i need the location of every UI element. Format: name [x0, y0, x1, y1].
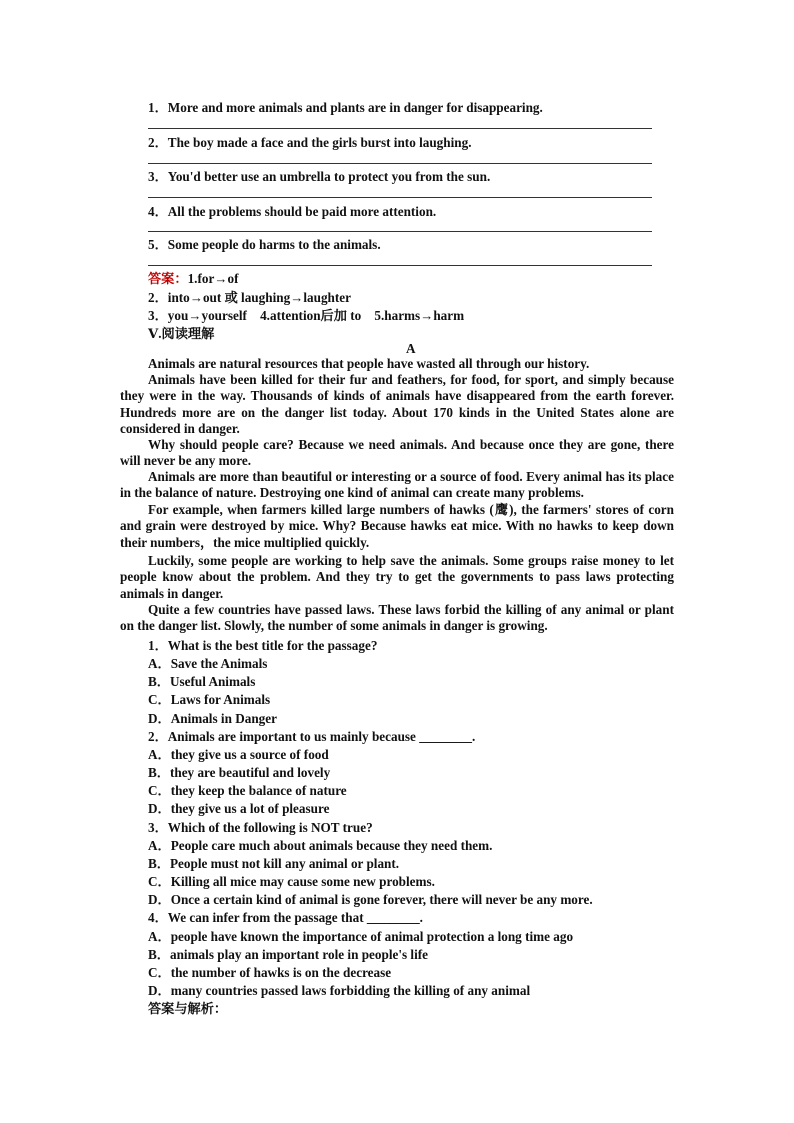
question-4: 4．We can infer from the passage that ________.	[148, 910, 423, 925]
exercise-1: 1．More and more animals and plants are in danger for disappearing.	[148, 100, 543, 115]
answer-line	[148, 265, 652, 266]
q3-option-a: A．People care much about animals because they need them.	[148, 838, 493, 853]
answers-line-3: 3．you→yourself 4.attention后加 to 5.harms→harm	[148, 308, 465, 323]
q3-option-d: D．Once a certain kind of animal is gone forever, there will never be any more.	[148, 892, 593, 907]
q4-option-a: A．people have known the importance of animal protection a long time ago	[148, 929, 574, 944]
answers-label: 答案：	[148, 271, 188, 286]
q4-option-b: B．animals play an important role in people's life	[148, 947, 429, 962]
q2-option-b: B．they are beautiful and lovely	[148, 765, 331, 780]
answer-line	[148, 163, 652, 164]
q2-option-c: C．they keep the balance of nature	[148, 783, 347, 798]
q3-option-b: B．People must not kill any animal or plant.	[148, 856, 400, 871]
answer-1: 1.for→of	[187, 271, 239, 286]
q4-option-c: C．the number of hawks is on the decrease	[148, 965, 392, 980]
question-3: 3．Which of the following is NOT true?	[148, 820, 373, 835]
q2-option-a: A．they give us a source of food	[148, 747, 329, 762]
exercise-4: 4．All the problems should be paid more attention.	[148, 204, 437, 219]
q2-option-d: D．they give us a lot of pleasure	[148, 801, 330, 816]
exercise-5: 5．Some people do harms to the animals.	[148, 237, 381, 252]
q3-option-c: C．Killing all mice may cause some new problems.	[148, 874, 435, 889]
answers-line-1	[148, 268, 238, 287]
q1-option-a: A．Save the Animals	[148, 656, 268, 671]
passage-paragraph-7: Quite a few countries have passed laws. These laws forbid the killing of any animal or plant on the danger list. Slowly, the number of some animals in danger is growing.	[120, 602, 674, 634]
passage-paragraph-3: Why should people care? Because we need animals. And because once they are gone, there will never be any more.	[120, 437, 674, 469]
answer-line	[148, 197, 652, 198]
passage-paragraph-1: Animals are natural resources that people have wasted all through our history.	[148, 356, 590, 371]
passage-letter: A	[406, 341, 416, 356]
answer-line	[148, 128, 652, 129]
exercise-3: 3．You'd better use an umbrella to protect you from the sun.	[148, 169, 491, 184]
question-1: 1．What is the best title for the passage?	[148, 638, 378, 653]
q1-option-d: D．Animals in Danger	[148, 711, 277, 726]
section-title: Ⅴ.阅读理解	[148, 326, 215, 341]
exercise-2: 2．The boy made a face and the girls burst into laughing.	[148, 135, 472, 150]
answer-line	[148, 231, 652, 232]
passage-paragraph-6: Luckily, some people are working to help save the animals. Some groups raise money to let people know about the problem. And they try to get the governments to pass laws protecting animals in danger.	[120, 553, 674, 601]
passage-paragraph-4: Animals are more than beautiful or interesting or a source of food. Every animal has its place in the balance of nature. Destroying one kind of animal can create many problems.	[120, 469, 674, 501]
passage-paragraph-5: For example, when farmers killed large numbers of hawks (鹰), the farmers' stores of corn and grain were destroyed by mice. Why? Because hawks eat mice. With no hawks to keep down their numbers，the mice multiplied quickly.	[120, 502, 674, 550]
passage-paragraph-2: Animals have been killed for their fur and feathers, for food, for sport, and simply because they were in the way. Thousands of kinds of animals have disappeared from the earth forever. Hundreds more are on the danger list today. About 170 kinds in the United States alone are considered in danger.	[120, 372, 674, 436]
question-2: 2．Animals are important to us mainly because ________.	[148, 729, 476, 744]
q1-option-b: B．Useful Animals	[148, 674, 256, 689]
q1-option-c: C．Laws for Animals	[148, 692, 271, 707]
q4-option-d: D．many countries passed laws forbidding the killing of any animal	[148, 983, 531, 998]
answers-line-2: 2．into→out 或 laughing→laughter	[148, 290, 351, 305]
answer-explanation-label: 答案与解析：	[148, 1001, 228, 1016]
